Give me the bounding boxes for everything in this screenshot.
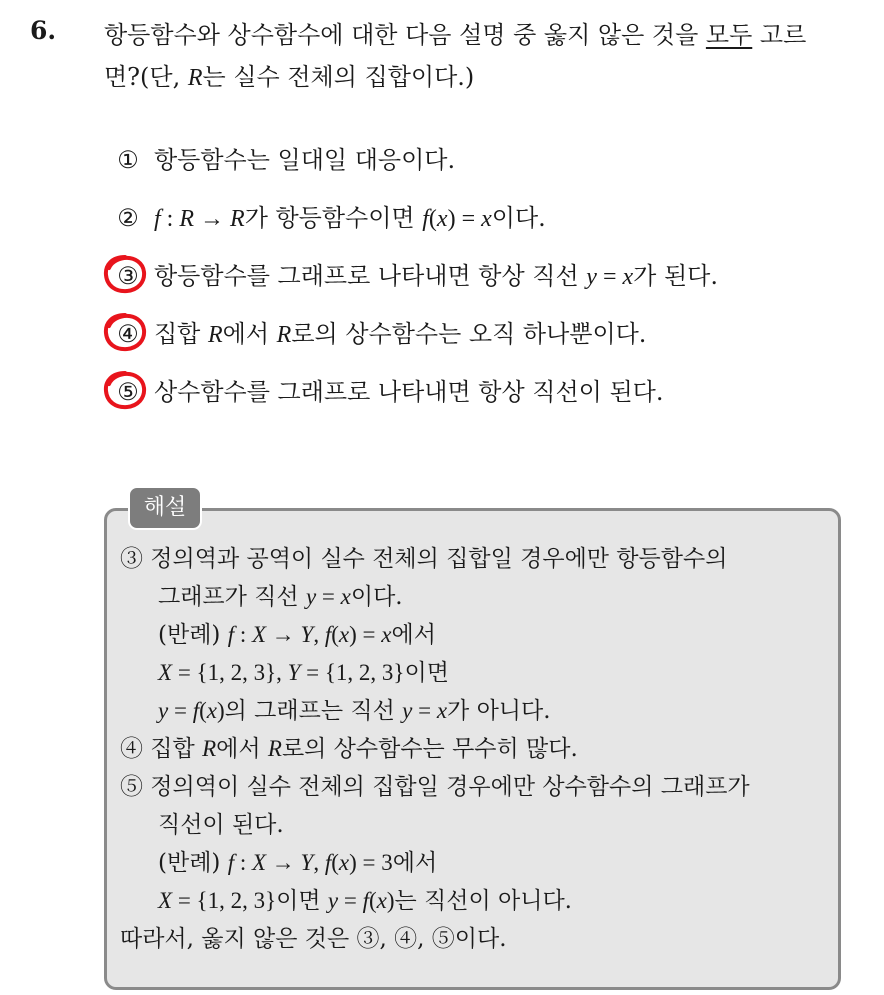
option-number: ④ — [117, 320, 139, 348]
answer-options — [108, 136, 718, 426]
solution-line: ④ 집합 R에서 R로의 상수함수는 무수히 많다. — [120, 736, 578, 762]
option-number: ① — [117, 146, 139, 174]
red-circle-mark-icon — [102, 370, 148, 410]
option-number: ⑤ — [117, 378, 139, 406]
solution-line: X = {1, 2, 3}, Y = {1, 2, 3}이면 — [158, 660, 449, 686]
question-number: 6. — [30, 16, 57, 45]
solution-line: (반례) f : X → Y, f(x) = x에서 — [158, 622, 436, 648]
red-circle-mark-icon — [102, 312, 148, 352]
solution-line: ⑤ 정의역이 실수 전체의 집합일 경우에만 상수함수의 그래프가 — [120, 774, 750, 800]
option-2[interactable]: ② f : R → R가 항등함수이면 f(x) = x이다. — [108, 194, 718, 252]
option-4[interactable]: ④ 집합 R에서 R로의 상수함수는 오직 하나뿐이다. — [108, 310, 718, 368]
solution-line: y = f(x)의 그래프는 직선 y = x가 아니다. — [158, 698, 551, 724]
option-5[interactable]: ⑤ 상수함수를 그래프로 나타내면 항상 직선이 된다. — [108, 368, 718, 426]
question-line-2: 면?(단, R는 실수 전체의 집합이다.) — [104, 63, 475, 91]
option-number: ③ — [117, 262, 139, 290]
solution-tag: 해설 — [128, 486, 202, 530]
option-1[interactable]: ① 항등함수는 일대일 대응이다. — [108, 136, 718, 194]
solution-line: (반례) f : X → Y, f(x) = 3에서 — [158, 850, 438, 876]
option-number: ② — [117, 204, 139, 232]
solution-line: ③ 정의역과 공역이 실수 전체의 집합일 경우에만 항등함수의 — [120, 546, 728, 572]
underlined-word: 모두 — [705, 21, 753, 49]
question-text — [104, 14, 874, 99]
red-circle-mark-icon — [102, 254, 148, 294]
question-line-1: 항등함수와 상수함수에 대한 다음 설명 중 옳지 않은 것을 모두 고르 — [104, 21, 807, 49]
solution-conclusion: 따라서, 옳지 않은 것은 ③, ④, ⑤이다. — [120, 926, 507, 952]
solution-text — [120, 540, 840, 958]
solution-line: X = {1, 2, 3}이면 y = f(x)는 직선이 아니다. — [158, 888, 572, 914]
solution-line: 직선이 된다. — [158, 812, 284, 838]
option-3[interactable]: ③ 항등함수를 그래프로 나타내면 항상 직선 y = x가 된다. — [108, 252, 718, 310]
solution-line: 그래프가 직선 y = x이다. — [158, 584, 403, 610]
